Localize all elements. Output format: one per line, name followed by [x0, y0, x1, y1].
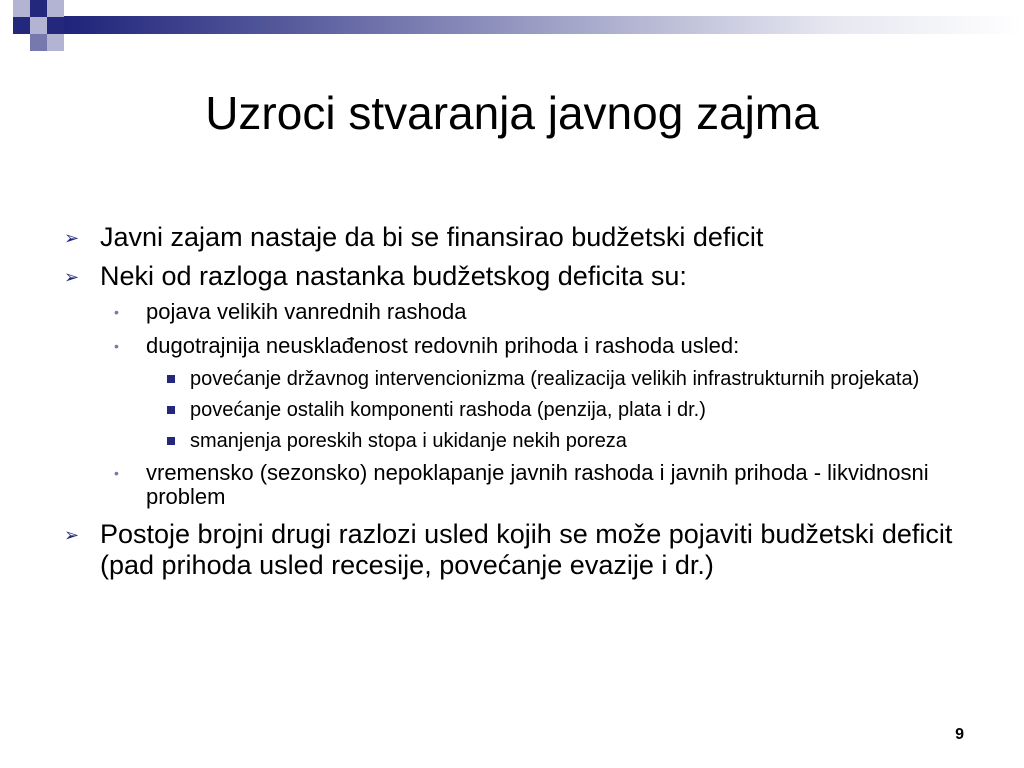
- bullet-level2: [60, 300, 960, 324]
- decor-square: [30, 17, 47, 34]
- decor-square: [47, 17, 64, 34]
- page-number: 9: [955, 726, 964, 743]
- bullet-text: Neki od razloga nastanka budžetskog deficita su:: [100, 261, 687, 291]
- square-bullet-icon: [167, 406, 175, 414]
- arrow-bullet-icon: ➢: [64, 228, 80, 248]
- bullet-text: povećanje ostalih komponenti rashoda (penzija, plata i dr.): [190, 399, 706, 421]
- square-bullet-icon: [167, 437, 175, 445]
- bullet-level3: [60, 430, 960, 452]
- dot-bullet-icon: •: [114, 338, 119, 354]
- header-gradient-band: [62, 16, 1024, 34]
- bullet-level1: [60, 222, 960, 253]
- decor-square: [13, 17, 30, 34]
- bullet-level3: [60, 368, 960, 390]
- square-bullet-icon: [167, 375, 175, 383]
- bullet-text: dugotrajnija neusklađenost redovnih prihoda i rashoda usled:: [146, 333, 740, 358]
- slide-decoration: [0, 0, 1024, 70]
- bullet-level1: [60, 261, 960, 292]
- bullet-list: [60, 222, 960, 589]
- decor-square: [30, 34, 47, 51]
- decor-square: [30, 0, 47, 17]
- bullet-text: smanjenja poreskih stopa i ukidanje nekih poreza: [190, 430, 627, 452]
- decor-square: [13, 0, 30, 17]
- bullet-text: Postoje brojni drugi razlozi usled kojih se može pojaviti budžetski deficit (pad prihoda usled recesije, povećanje evazije i dr.): [100, 519, 953, 580]
- bullet-level1: [60, 519, 960, 581]
- slide-title: Uzroci stvaranja javnog zajma: [205, 87, 819, 139]
- arrow-bullet-icon: ➢: [64, 525, 80, 545]
- bullet-level3: [60, 399, 960, 421]
- bullet-level2: [60, 461, 960, 509]
- bullet-level2: [60, 334, 960, 358]
- dot-bullet-icon: •: [114, 304, 119, 320]
- bullet-text: Javni zajam nastaje da bi se finansirao budžetski deficit: [100, 222, 764, 252]
- decor-square: [47, 34, 64, 51]
- decor-square: [47, 0, 64, 17]
- arrow-bullet-icon: ➢: [64, 267, 80, 287]
- bullet-text: povećanje državnog intervencionizma (realizacija velikih infrastrukturnih projekata): [190, 368, 920, 390]
- bullet-text: pojava velikih vanrednih rashoda: [146, 299, 467, 324]
- dot-bullet-icon: •: [114, 465, 119, 481]
- bullet-text: vremensko (sezonsko) nepoklapanje javnih rashoda i javnih prihoda - likvidnosni problem: [146, 460, 929, 509]
